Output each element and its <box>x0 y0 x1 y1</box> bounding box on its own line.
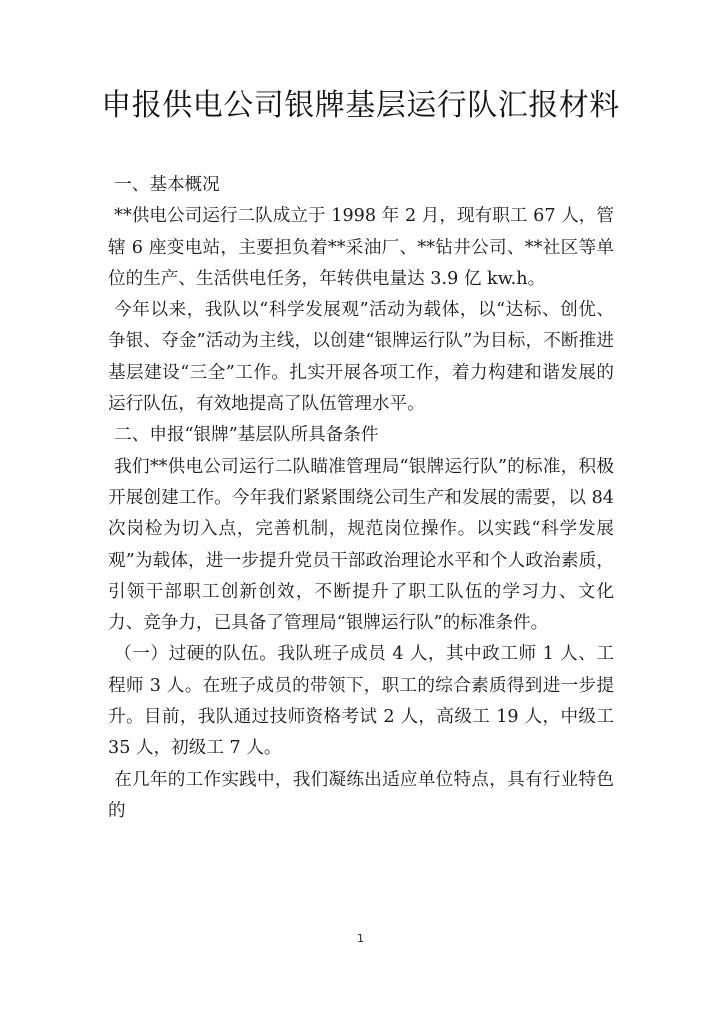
section-heading-basic-overview: 一、基本概况 <box>114 175 220 195</box>
paragraph-strong-team: （一）过硬的队伍。我队班子成员 4 人，其中政工师 1 人、工程师 3 人。在班子成员的带领下，职工的综合素质得到进一步提升。目前，我队通过技师资格考试 2 人，高级工 19 人，中级工 35 人，初级工 7 人。 <box>108 644 614 759</box>
paragraph-standards: 我们**供电公司运行二队瞄准管理局“银牌运行队”的标准，积极开展创建工作。今年我们紧紧围绕公司生产和发展的需要，以 84 次岗检为切入点，完善机制，规范岗位操作。以实践“科学发展观”为载体，进一步提升党员干部政治理论水平和个人政治素质，引领干部职工创新创效，不断提升了职工队伍的学习力、文化力、竞争力，已具备了管理局“银牌运行队”的标准条件。 <box>108 456 614 634</box>
document-body <box>108 170 614 827</box>
paragraph-this-year: 今年以来，我队以“科学发展观”活动为载体，以“达标、创优、争银、夺金”活动为主线，以创建“银牌运行队”为目标，不断推进基层建设“三全”工作。扎实开展各项工作，着力构建和谐发展的运行队伍，有效地提高了队伍管理水平。 <box>108 300 614 415</box>
section-heading-conditions: 二、申报“银牌”基层队所具备条件 <box>114 425 379 446</box>
paragraph-team-overview: **供电公司运行二队成立于 1998 年 2 月，现有职工 67 人，管辖 6 座变电站，主要担负着**采油厂、**钻井公司、**社区等单位的生产、生活供电任务，年转供电量达 3.9 亿 kw.h。 <box>108 206 614 289</box>
paragraph-practice: 在几年的工作实践中，我们凝练出适应单位特点，具有行业特色的 <box>108 769 614 821</box>
page-number: 1 <box>357 932 364 945</box>
document-title: 申报供电公司银牌基层运行队汇报材料 <box>101 88 620 123</box>
